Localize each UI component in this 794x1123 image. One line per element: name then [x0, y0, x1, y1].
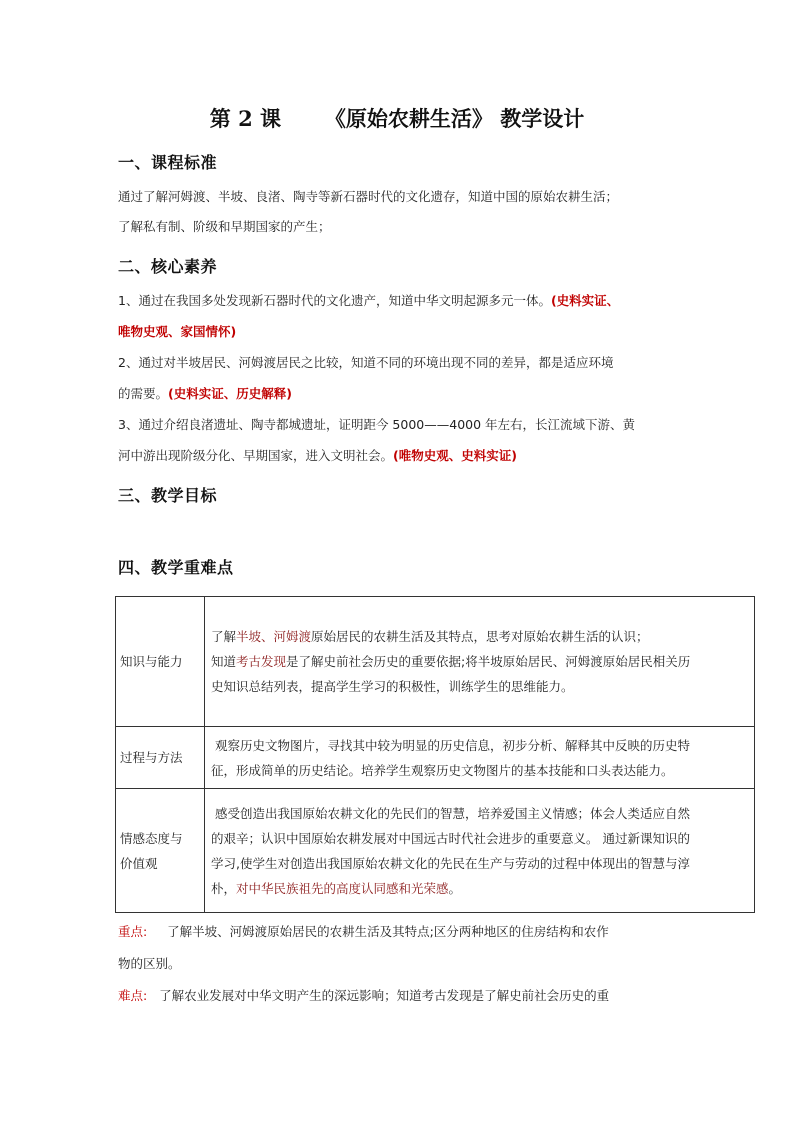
literacy-item-3-text: 河中游出现阶级分化、早期国家，进入文明社会。 — [118, 448, 394, 463]
table-row — [116, 727, 755, 789]
attitude-label-line-1: 情感态度与 — [120, 830, 183, 846]
section-heading-key-difficult-points: 四、教学重难点 — [118, 558, 234, 577]
difficulty-line-1 — [118, 986, 609, 1004]
objectives-table — [115, 596, 755, 913]
literacy-item-1-tag-a: (史料实证、 — [550, 293, 620, 308]
row-content-attitude — [205, 789, 755, 913]
knowledge-line-3: 史知识总结列表，提高学生学习的积极性，训练学生的思维能力。 — [211, 679, 574, 694]
key-point-label: 重点: — [118, 924, 148, 939]
process-line-2: 征，形成简单的历史结论。培养学生观察历史文物图片的基本技能和口头表达能力。 — [211, 762, 674, 778]
row-label-attitude — [116, 789, 205, 913]
lesson-number: 第 2 课 — [209, 106, 282, 131]
section-heading-curriculum-standard: 一、课程标准 — [118, 153, 218, 172]
row-content-process — [205, 727, 755, 789]
section-heading-core-literacy: 二、核心素养 — [118, 257, 218, 276]
document-title — [0, 103, 794, 133]
difficulty-text: 了解农业发展对中华文明产生的深远影响；知道考古发现是了解史前社会历史的重 — [159, 988, 610, 1003]
key-point-text: 了解半坡、河姆渡原始居民的农耕生活及其特点;区分两种地区的住房结构和农作 — [167, 924, 609, 939]
literacy-item-2-tag: (史料实证、历史解释) — [168, 386, 292, 401]
row-label-knowledge: 知识与能力 — [116, 597, 205, 727]
row-content-knowledge — [205, 597, 755, 727]
section-heading-teaching-objectives: 三、教学目标 — [118, 486, 218, 505]
attitude-line-2: 的艰辛；认识中国原始农耕发展对中国远古时代社会进步的重要意义。 通过新课知识的 — [211, 830, 690, 846]
attitude-line-3: 学习,使学生对创造出我国原始农耕文化的先民在生产与劳动的过程中体现出的智慧与淳 — [211, 855, 690, 871]
attitude-label-line-2: 价值观 — [120, 855, 158, 871]
literacy-item-1-line-1 — [118, 291, 619, 309]
curriculum-line-1: 通过了解河姆渡、半坡、良渚、陶寺等新石器时代的文化遗存，知道中国的原始农耕生活； — [118, 189, 619, 204]
row-label-process: 过程与方法 — [116, 727, 205, 789]
literacy-item-2-line-2 — [118, 384, 292, 402]
literacy-item-3-tag: (唯物史观、史料实证) — [393, 448, 517, 463]
literacy-item-2-line-1: 2、通过对半坡居民、河姆渡居民之比较，知道不同的环境出现不同的差异，都是适应环境 — [118, 355, 614, 370]
curriculum-line-2: 了解私有制、阶级和早期国家的产生； — [118, 219, 331, 234]
knowledge-line-2: 知道考古发现是了解史前社会历史的重要依据;将半坡原始居民、河姆渡原始居民相关历 — [211, 654, 691, 669]
difficulty-label: 难点: — [118, 988, 148, 1003]
literacy-item-3-line-1: 3、通过介绍良渚遗址、陶寺都城遗址，证明距今 5000——4000 年左右，长江流域下游、黄 — [118, 417, 636, 432]
process-line-1: 观察历史文物图片，寻找其中较为明显的历史信息，初步分析、解释其中反映的历史特 — [211, 737, 690, 753]
key-point-line-1 — [118, 922, 609, 940]
key-point-line-2: 物的区别。 — [118, 956, 181, 971]
knowledge-line-1: 了解半坡、河姆渡原始居民的农耕生活及其特点，思考对原始农耕生活的认识； — [211, 629, 649, 644]
table-row — [116, 597, 755, 727]
literacy-item-1-text: 1、通过在我国多处发现新石器时代的文化遗产，知道中华文明起源多元一体。 — [118, 293, 551, 308]
lesson-name: 《原始农耕生活》 教学设计 — [324, 106, 585, 131]
literacy-item-3-line-2 — [118, 446, 517, 464]
attitude-line-1: 感受创造出我国原始农耕文化的先民们的智慧，培养爱国主义情感；体会人类适应自然 — [211, 805, 690, 821]
literacy-item-1-tag-b: 唯物史观、家国情怀) — [118, 324, 237, 339]
literacy-item-2-text: 的需要。 — [118, 386, 169, 401]
attitude-line-4: 朴，对中华民族祖先的高度认同感和光荣感。 — [211, 880, 462, 896]
table-row — [116, 789, 755, 913]
